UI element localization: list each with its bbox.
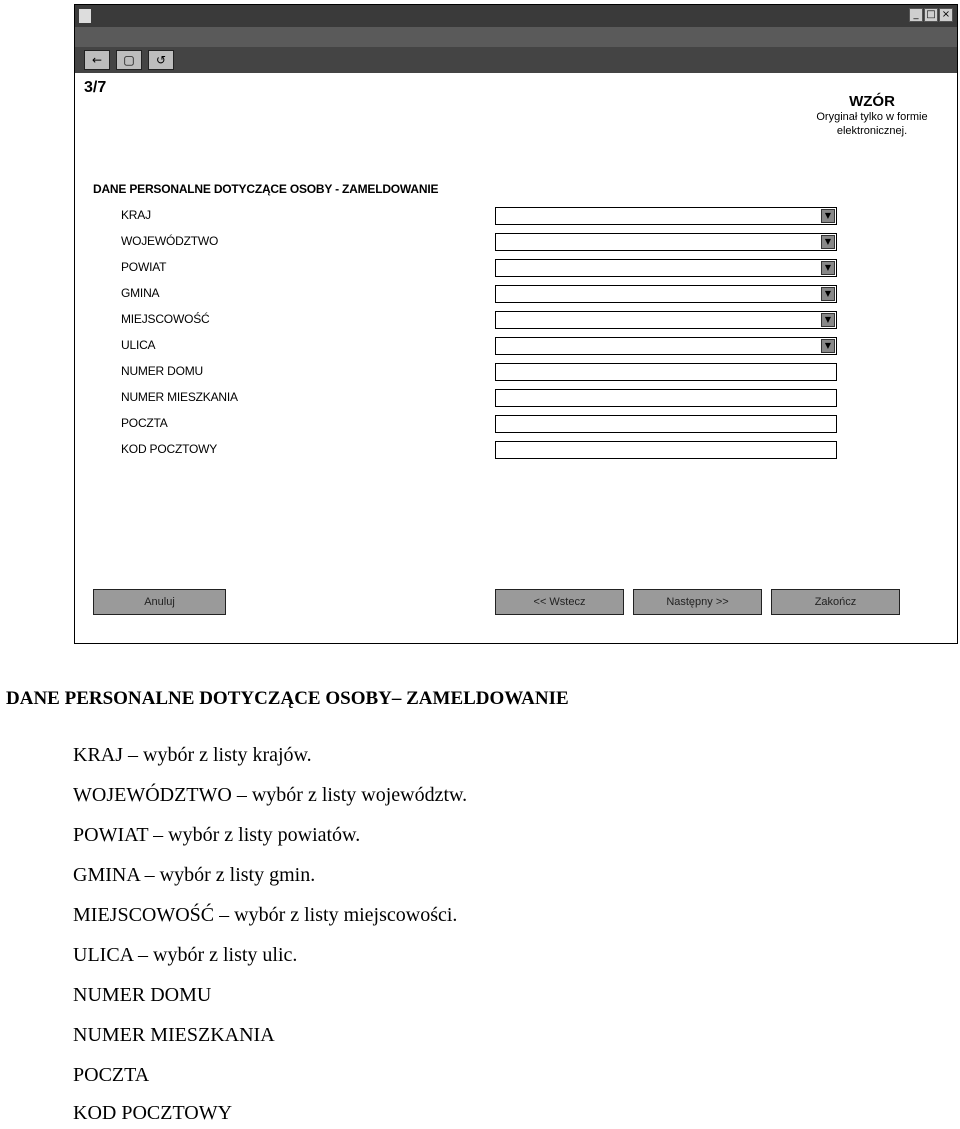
watermark-title: WZÓR bbox=[849, 93, 895, 110]
chevron-down-icon[interactable]: ▼ bbox=[821, 235, 835, 249]
page-indicator: 3/7 bbox=[84, 79, 107, 96]
description-line: POWIAT – wybór z listy powiatów. bbox=[73, 824, 361, 846]
description-line: KOD POCZTOWY bbox=[73, 1102, 233, 1124]
description-line: NUMER DOMU bbox=[73, 984, 212, 1006]
kraj-dropdown[interactable] bbox=[495, 207, 837, 225]
ulica-dropdown[interactable] bbox=[495, 337, 837, 355]
label-ulica: ULICA bbox=[121, 338, 156, 352]
menu-bar bbox=[75, 27, 957, 47]
toolbar bbox=[75, 47, 957, 73]
label-wojewodztwo: WOJEWÓDZTWO bbox=[121, 234, 219, 248]
next-button[interactable]: Następny >> bbox=[633, 589, 762, 615]
description-line: GMINA – wybór z listy gmin. bbox=[73, 864, 316, 886]
title-bar bbox=[75, 5, 957, 27]
minimize-button[interactable]: _ bbox=[909, 8, 923, 22]
description-line: KRAJ – wybór z listy krajów. bbox=[73, 744, 312, 766]
miejscowosc-dropdown[interactable] bbox=[495, 311, 837, 329]
label-numer-mieszkania: NUMER MIESZKANIA bbox=[121, 390, 238, 404]
back-arrow-icon: ← bbox=[91, 53, 103, 67]
description-title: DANE PERSONALNE DOTYCZĄCE OSOBY– ZAMELDOWANIE bbox=[6, 688, 569, 709]
description-line: MIEJSCOWOŚĆ – wybór z listy miejscowości. bbox=[73, 904, 458, 926]
label-gmina: GMINA bbox=[121, 286, 160, 300]
refresh-icon: ↺ bbox=[155, 53, 167, 67]
gmina-dropdown[interactable] bbox=[495, 285, 837, 303]
chevron-down-icon[interactable]: ▼ bbox=[821, 209, 835, 223]
maximize-button[interactable]: □ bbox=[924, 8, 938, 22]
kod-pocztowy-input[interactable] bbox=[495, 441, 837, 459]
chevron-down-icon[interactable]: ▼ bbox=[821, 313, 835, 327]
chevron-down-icon[interactable]: ▼ bbox=[821, 261, 835, 275]
numer-domu-input[interactable] bbox=[495, 363, 837, 381]
chevron-down-icon[interactable]: ▼ bbox=[821, 339, 835, 353]
numer-mieszkania-input[interactable] bbox=[495, 389, 837, 407]
toolbar-back-button[interactable] bbox=[84, 50, 110, 70]
label-kraj: KRAJ bbox=[121, 208, 151, 222]
powiat-dropdown[interactable] bbox=[495, 259, 837, 277]
cancel-button[interactable]: Anuluj bbox=[93, 589, 226, 615]
app-window bbox=[74, 4, 958, 644]
poczta-input[interactable] bbox=[495, 415, 837, 433]
toolbar-refresh-button[interactable] bbox=[148, 50, 174, 70]
description-line: NUMER MIESZKANIA bbox=[73, 1024, 275, 1046]
stop-icon: ▢ bbox=[123, 53, 135, 67]
form-section-title: DANE PERSONALNE DOTYCZĄCE OSOBY - ZAMELDOWANIE bbox=[93, 182, 439, 196]
label-miejscowosc: MIEJSCOWOŚĆ bbox=[121, 312, 210, 326]
chevron-down-icon[interactable]: ▼ bbox=[821, 287, 835, 301]
description-line: ULICA – wybór z listy ulic. bbox=[73, 944, 298, 966]
description-line: WOJEWÓDZTWO – wybór z listy województw. bbox=[73, 784, 468, 806]
label-numer-domu: NUMER DOMU bbox=[121, 364, 203, 378]
watermark bbox=[807, 93, 937, 138]
wojewodztwo-dropdown[interactable] bbox=[495, 233, 837, 251]
label-poczta: POCZTA bbox=[121, 416, 168, 430]
watermark-subtitle: Oryginał tylko w formie elektronicznej. bbox=[816, 111, 928, 137]
app-icon bbox=[79, 9, 91, 23]
close-button[interactable]: × bbox=[939, 8, 953, 22]
label-kod-pocztowy: KOD POCZTOWY bbox=[121, 442, 218, 456]
window-controls bbox=[909, 8, 953, 22]
back-button[interactable]: << Wstecz bbox=[495, 589, 624, 615]
finish-button[interactable]: Zakończ bbox=[771, 589, 900, 615]
label-powiat: POWIAT bbox=[121, 260, 167, 274]
description-line: POCZTA bbox=[73, 1064, 150, 1086]
toolbar-stop-button[interactable] bbox=[116, 50, 142, 70]
